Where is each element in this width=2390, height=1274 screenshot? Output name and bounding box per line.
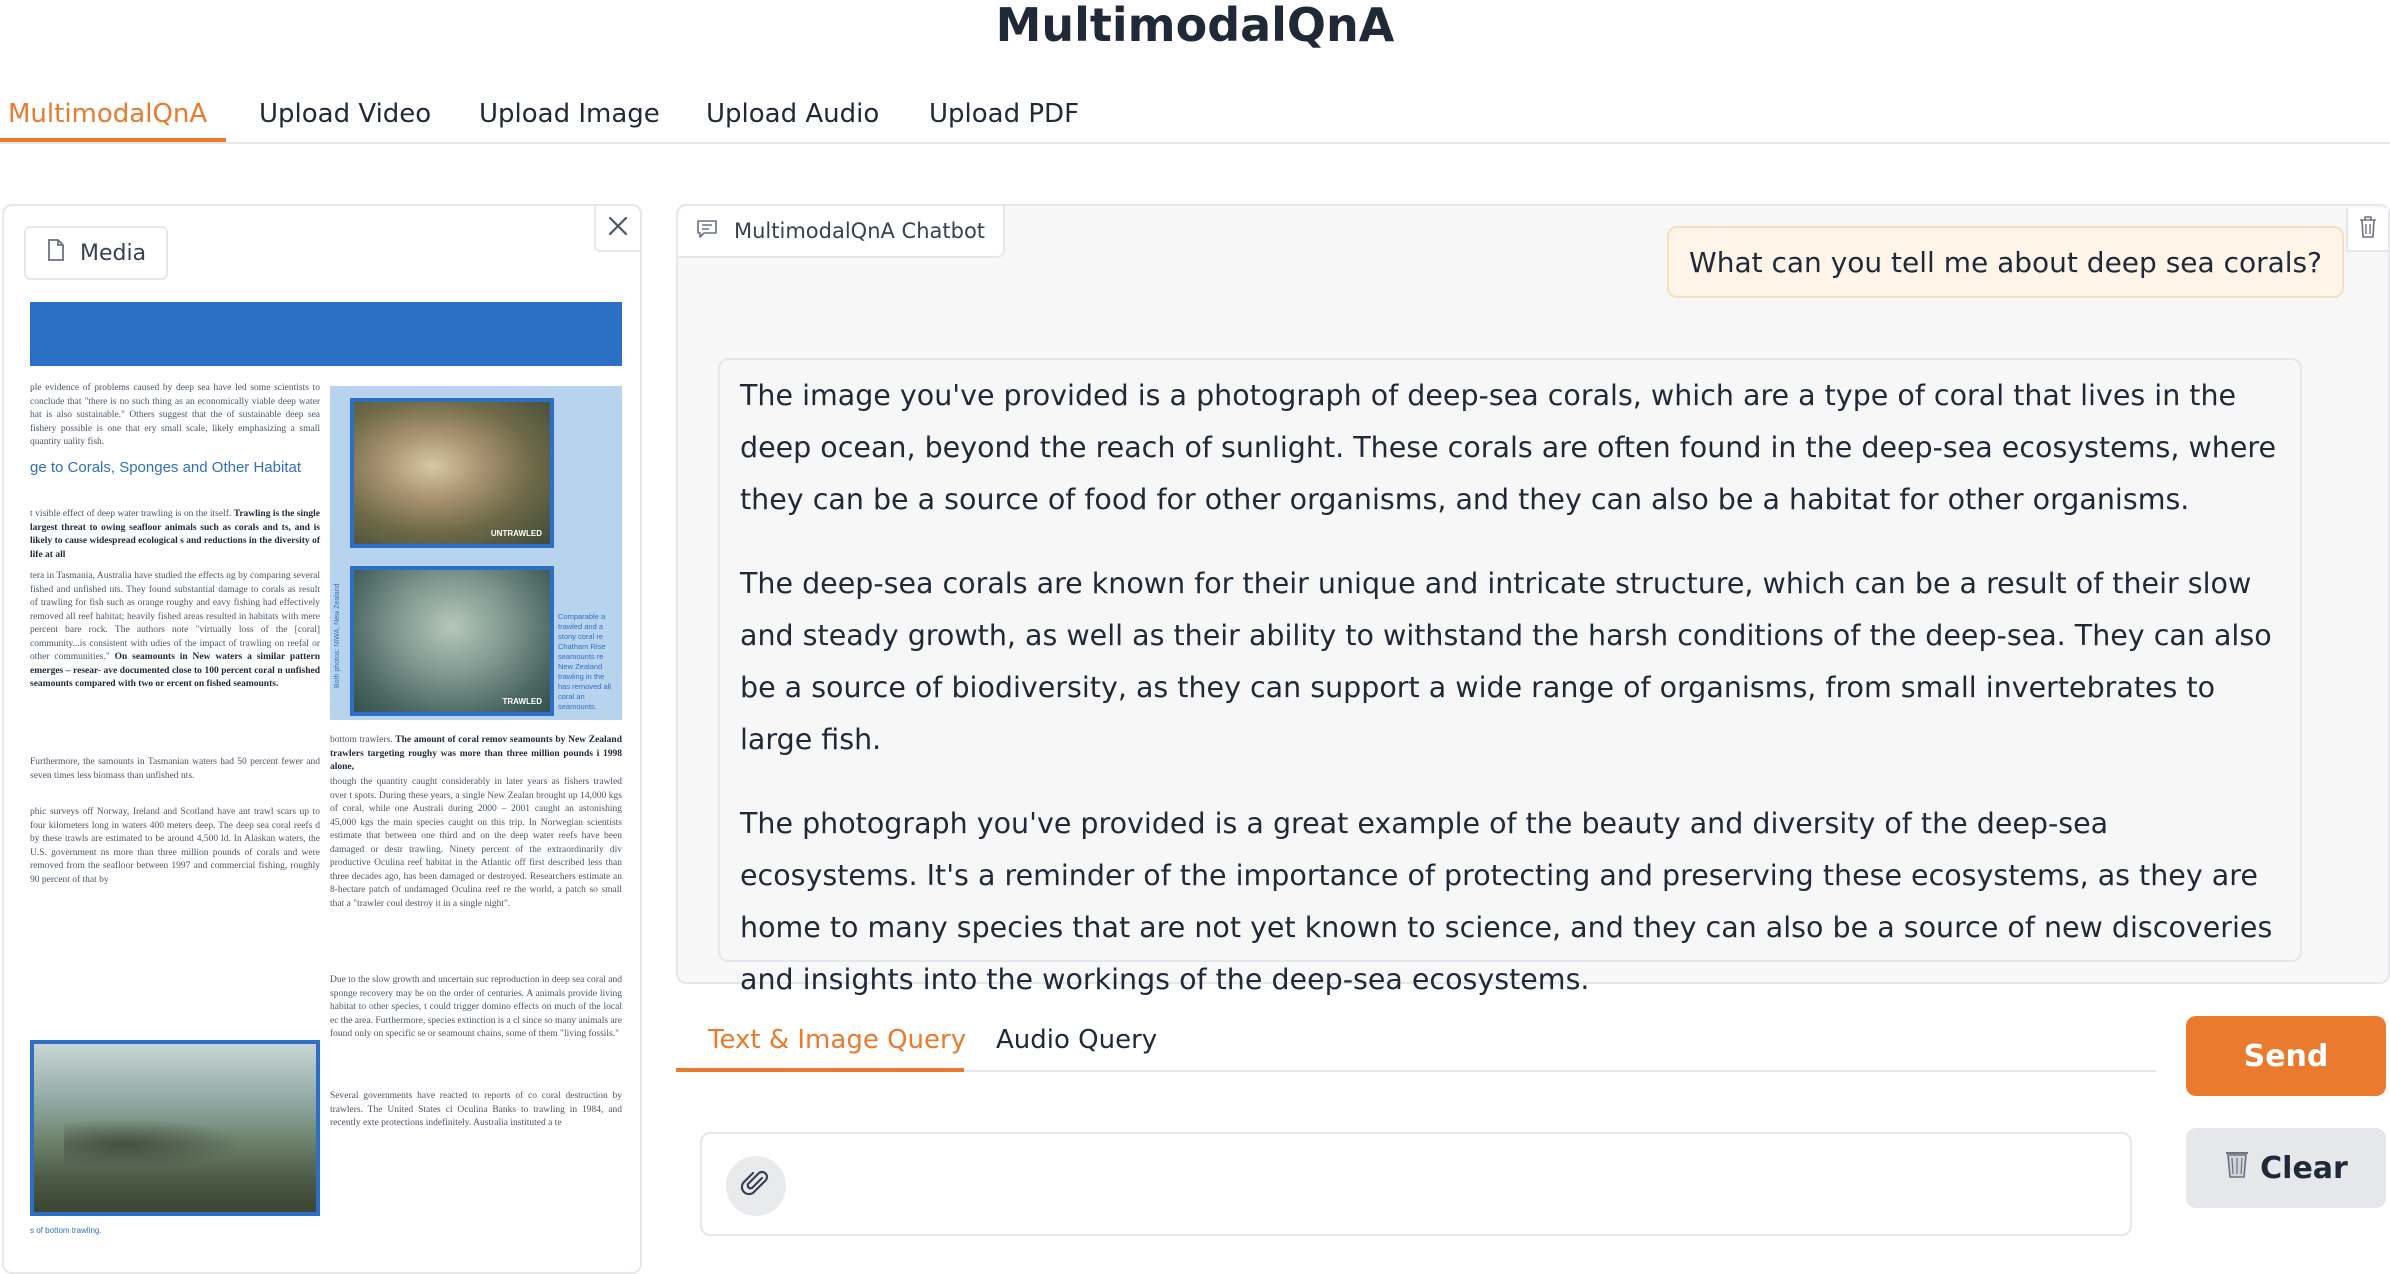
chatbot-panel — [676, 204, 2390, 996]
query-tab-bar — [676, 1010, 2156, 1072]
clear-button[interactable] — [2186, 1128, 2386, 1208]
doc-text-block-a: t visible effect of deep water trawling is on the itself. Trawling is the single largest threat to owing seafloor animals such as corals and ts, and is likely to cause widespread ecological s and reductions in the diversity of life at all — [30, 509, 321, 560]
bot-paragraph: The image you've provided is a photograph of deep-sea corals, which are a type of coral that lives in the deep ocean, beyond the reach of sunlight. These corals are often found in the deep-sea ecosystems, where they can be a source of food for other organisms, and they can also be a habitat for other organisms. — [740, 379, 2276, 516]
doc-text-col2-b: though the quantity caught considerably in later years as fishers trawled over t spots. During these years, a single New Zealan brought up 14,000 kgs of coral, while one Australi during 2000 – 2001 caught an astonishing 45,000 kgs the main species caught on this trip. In Norwegian scientists estimate that between one third and on the deep water reefs have been damaged or destr trawling. Ninety percent of the extraordinarily div productive Oculina reef habitat in the Atlantic off first described less than three decades ago, has been damaged or destroyed. Researchers estimate an 8-hectare patch of undamaged Oculina reef re the world, a patch so small that a "trawler coul destroy it in a single night". — [330, 777, 622, 909]
tab-upload-image[interactable]: Upload Image — [479, 99, 660, 129]
active-tab-indicator — [0, 138, 226, 142]
chatbot-label — [678, 206, 1005, 258]
tab-audio-query[interactable]: Audio Query — [996, 1025, 1158, 1055]
bot-paragraph: The photograph you've provided is a great example of the beauty and diversity of the deep-sea ecosystems. It's a reminder of the importance of protecting and preserving these ecosystems, as they are home to many species that are not yet known to science, and they can also be a source of new discoveries and insights into the workings of the deep-sea ecosystems. — [740, 807, 2273, 996]
coral-photo-untrawled: UNTRAWLED — [350, 398, 554, 548]
doc-text-col2-d: Several governments have reacted to reports of co coral destruction by trawlers. The United States cl Oculina Banks to trawling in 1984, and recently exte protections indefinitely. Australia instituted a te — [330, 1091, 622, 1128]
photo-credit: Both photos: NIWA, New Zealand — [334, 583, 341, 688]
tab-upload-audio[interactable]: Upload Audio — [706, 99, 880, 129]
bot-message — [718, 358, 2302, 996]
app-title: MultimodalQnA — [995, 0, 1395, 52]
trawling-illustration — [30, 1040, 320, 1216]
file-icon — [46, 238, 66, 268]
close-icon — [607, 215, 629, 241]
query-input[interactable] — [700, 1132, 2132, 1236]
chat-icon — [696, 219, 718, 244]
doc-text-col2-c: Due to the slow growth and uncertain suc reproduction in deep sea coral and sponge recovery may be on the order of centuries. A animals provide living habitat to other species, t could trigger domino effects on much of the local ec the area. Furthermore, species extinction is a cl since so many animals are found only on specific se or seamount chains, some of them "living fossils." — [330, 975, 623, 1039]
wastebasket-icon — [2224, 1149, 2250, 1187]
user-message: What can you tell me about deep sea corals? — [1667, 226, 2344, 298]
tab-text-image-query[interactable]: Text & Image Query — [708, 1025, 967, 1055]
send-button[interactable]: Send — [2186, 1016, 2386, 1096]
doc-text-intro: ple evidence of problems caused by deep sea have led some scientists to conclude that "there is no such thing as an economically viable deep water hat is also sustainable." Others suggest that the of sustainable deep sea fishery possible is one that ery small scale, likely emphasizing a small quantity uality fish. — [30, 383, 320, 447]
doc-text-block-b: tera in Tasmania, Australia have studied the effects ng by comparing several fished and unfished nts. They found substantial damage to corals as result of trawling for fish such as orange roughy and eavy fishing had effectively removed all reef habitat; heavily fished areas resulted in habitats with mere percent bare rock. The authors note "virtually loss of the [coral] community...is consistent with udies of the impact of trawling on reefal or other communities." On seamounts in New waters a similar pattern emerges – resear- ave documented close to 100 percent coral n unfished seamounts compared with two or ercent on fished seamounts. — [30, 571, 321, 689]
media-label — [24, 226, 168, 280]
tab-upload-pdf[interactable]: Upload PDF — [929, 99, 1080, 129]
trash-icon — [2358, 215, 2378, 243]
clear-button-label: Clear — [2260, 1150, 2348, 1186]
page-header-band — [30, 302, 622, 366]
attach-file-button[interactable] — [726, 1156, 786, 1216]
doc-text-col2-a: bottom trawlers. The amount of coral remov seamounts by New Zealand trawlers targeting roughy was more than three million pounds i 1998 alone, — [330, 735, 622, 772]
delete-chat-button[interactable] — [2346, 208, 2388, 252]
doc-text-block-c: Furthermore, the samounts in Tasmanian waters had 50 percent fewer and seven times less biomass than unfished nts. — [30, 757, 320, 781]
main-tab-bar — [0, 82, 2390, 144]
tab-multimodalqna[interactable]: MultimodalQnA — [8, 99, 208, 129]
query-tab-indicator — [676, 1068, 964, 1072]
coral-photo-trawled: TRAWLED — [350, 566, 554, 716]
paperclip-icon — [740, 1168, 772, 1204]
close-media-button[interactable] — [594, 204, 642, 252]
chatbot-label-text: MultimodalQnA Chatbot — [734, 219, 986, 243]
doc-text-block-d: phic surveys off Norway, Ireland and Scotland have ant trawl scars up to four kilometers long in waters 400 meters deep. The deep sea coral reefs d by these trawls are estimated to be around 4,500 ld. In Alaskan waters, the U.S. government ns more than three million pounds of corals and were removed from the seafloor between 1997 and commercial fishing, roughly 90 percent of that by — [30, 807, 320, 885]
illustration-caption: s of bottom trawling. — [30, 1226, 102, 1235]
pdf-page-preview[interactable] — [30, 298, 622, 1238]
doc-section-heading: ge to Corals, Sponges and Other Habitat — [30, 459, 301, 476]
media-panel — [2, 204, 642, 1274]
tab-upload-video[interactable]: Upload Video — [259, 99, 432, 129]
bot-paragraph: The deep-sea corals are known for their unique and intricate structure, which can be a result of their slow and steady growth, as well as their ability to withstand the harsh conditions of the deep-sea. They can also be a source of biodiversity, as they can support a wide range of organisms, from small invertebrates to large fish. — [740, 567, 2272, 756]
media-label-text: Media — [80, 240, 147, 266]
photo-side-note: Comparable a trawled and a stony coral re Chatham Rise seamounts re New Zealand trawling in the has removed all coral an seamounts. — [558, 612, 611, 711]
